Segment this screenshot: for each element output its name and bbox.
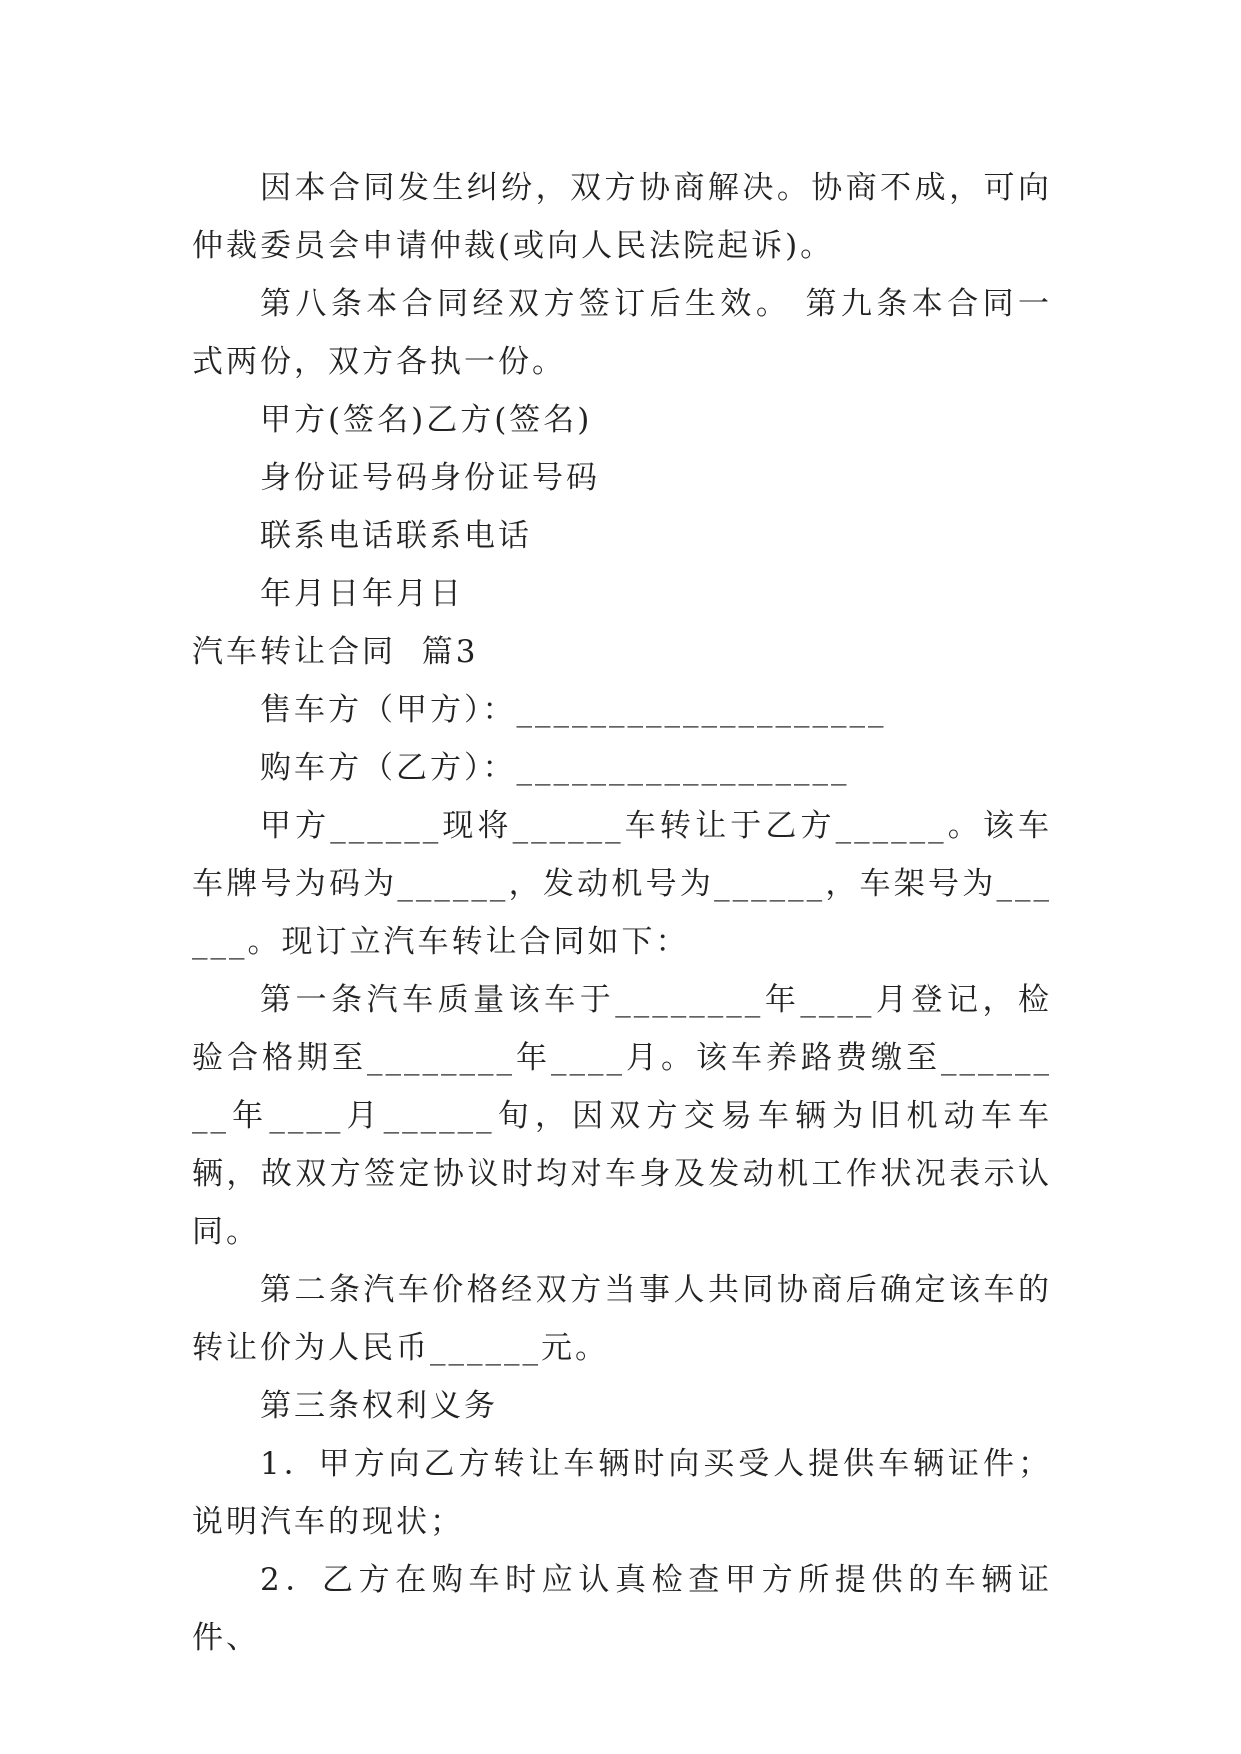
signature-line: 甲方(签名)乙方(签名) [260,402,593,438]
paragraph-dispute: 因本合同发生纠纷，双方协商解决。协商不成，可向仲裁委员会申请仲裁(或向人民法院起诉)。 [192,170,1052,264]
buyer-line: 购车方（乙方）：__________________ [260,750,850,786]
seller-line: 售车方（甲方）：____________________ [260,692,887,728]
document-body [192,159,1052,1667]
section-heading: 汽车转让合同 篇3 [192,634,479,670]
paragraph-transfer-intro: 甲方______现将______车转让于乙方______。该车车牌号为码为______，发动机号为______，车架号为______。现订立汽车转让合同如下： [192,808,1052,960]
paragraph-article-8-9: 第八条本合同经双方签订后生效。 第九条本合同一式两份，双方各执一份。 [192,286,1052,380]
paragraph-article-1: 第一条汽车质量该车于________年____月登记，检验合格期至________年____月。该车养路费缴至________年____月______旬，因双方交易车辆为旧机动车车辆，故双方签定协议时均对车身及发动机工作状况表示认同。 [192,982,1052,1250]
date-line: 年月日年月日 [260,576,464,612]
phone-line: 联系电话联系电话 [260,518,532,554]
paragraph-article-2: 第二条汽车价格经双方当事人共同协商后确定该车的转让价为人民币______元。 [192,1272,1052,1366]
paragraph-article-3-item-1: 1．甲方向乙方转让车辆时向买受人提供车辆证件；说明汽车的现状； [192,1446,1052,1540]
paragraph-article-3-title: 第三条权利义务 [260,1388,498,1424]
id-number-line: 身份证号码身份证号码 [260,460,600,496]
paragraph-article-3-item-2: 2．乙方在购车时应认真检查甲方所提供的车辆证件、 [192,1562,1052,1656]
